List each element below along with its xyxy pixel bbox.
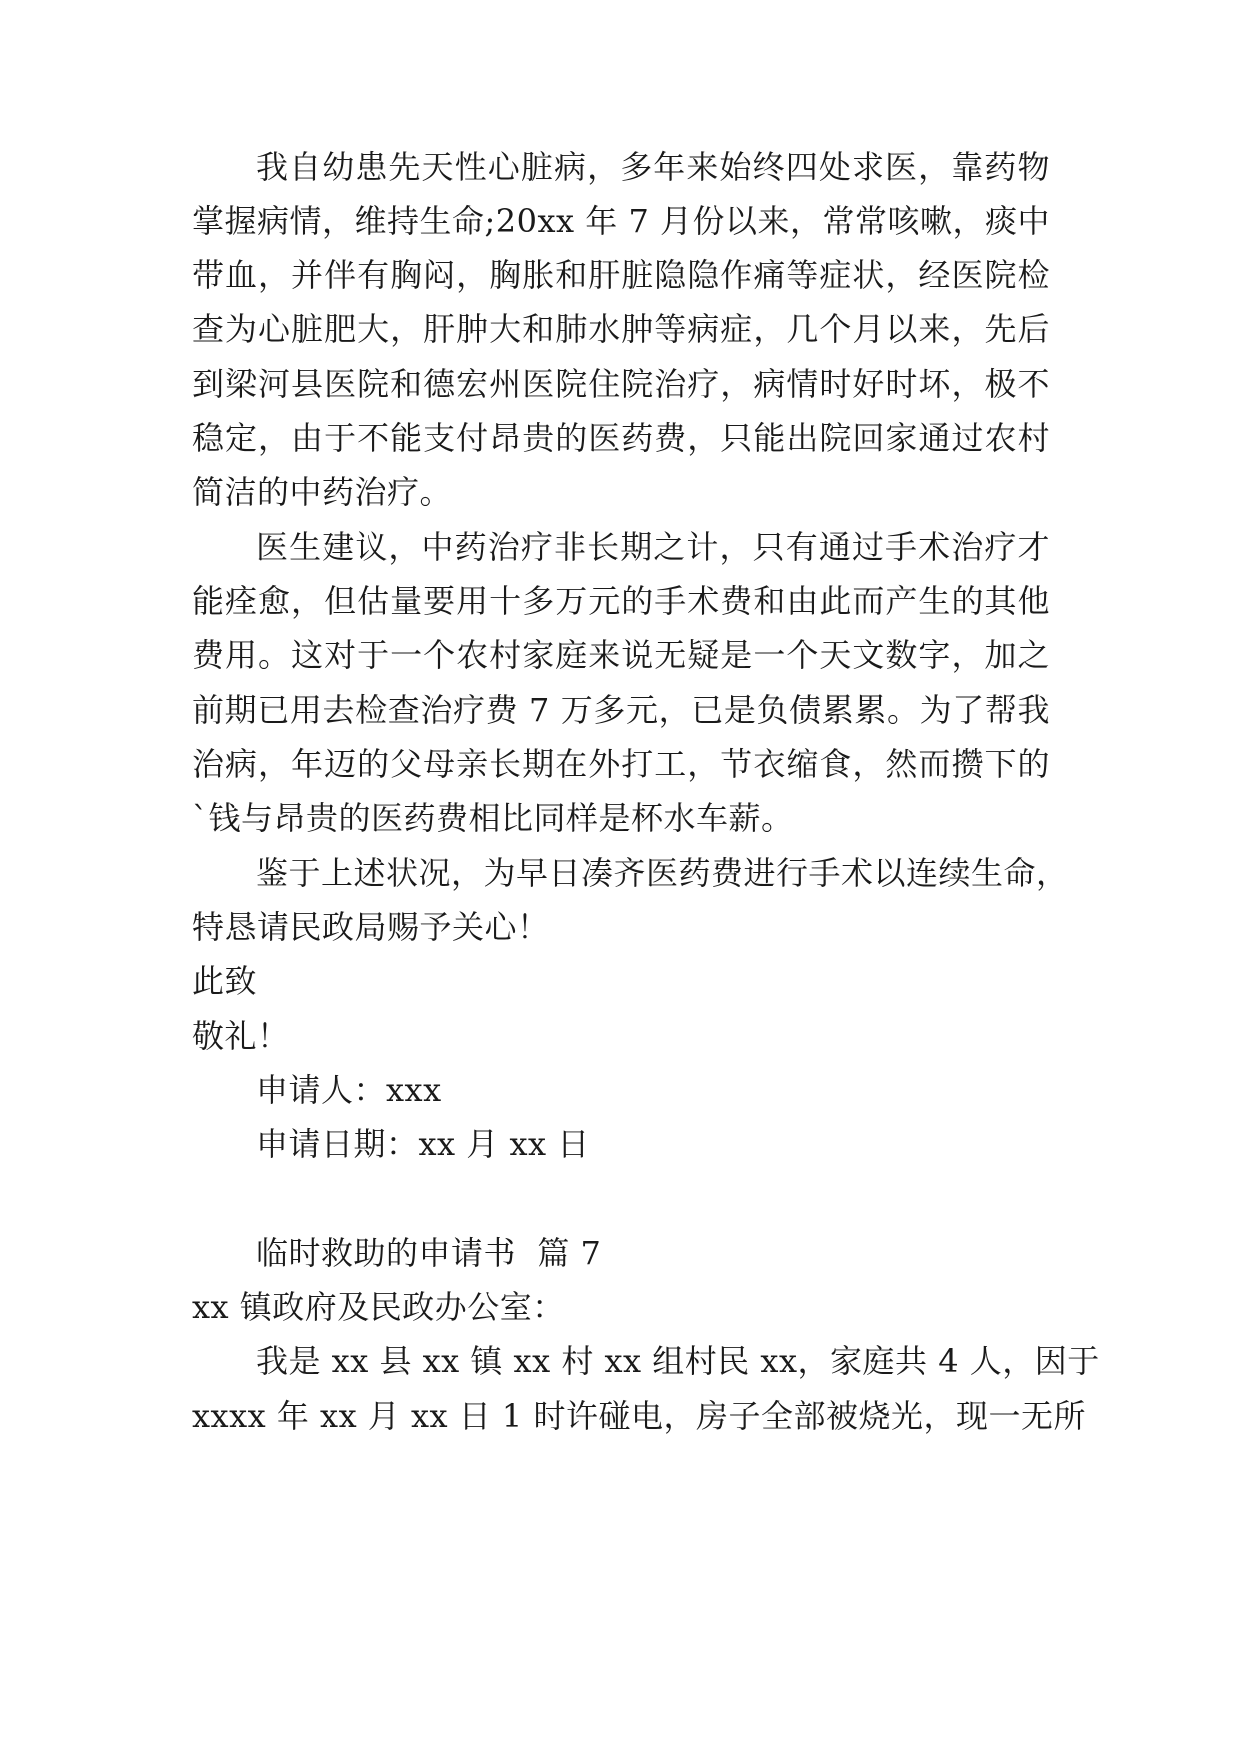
- paragraph2-line2: 能痊愈，但估量要用十多万元的手术费和由此而产生的其他: [192, 582, 1050, 620]
- paragraph2-line4: 前期已用去检查治疗费 7 万多元，已是负债累累。为了帮我: [192, 691, 1050, 729]
- section-title: 临时救助的申请书 篇 7: [256, 1234, 602, 1272]
- paragraph1-line7: 简洁的中药治疗。: [192, 473, 453, 511]
- applicant-line: 申请人：xxx: [256, 1071, 442, 1109]
- paragraph1-line6: 稳定，由于不能支付昂贵的医药费，只能出院回家通过农村: [192, 419, 1050, 457]
- paragraph3-line2: 特恳请民政局赐予关心！: [192, 908, 550, 946]
- paragraph1-line2: 掌握病情，维持生命;20xx 年 7 月份以来，常常咳嗽，痰中: [192, 202, 1050, 240]
- paragraph1-line5: 到梁河县医院和德宏州医院住院治疗，病情时好时坏，极不: [192, 365, 1050, 403]
- paragraph2-line6: `钱与昂贵的医药费相比同样是杯水车薪。: [192, 799, 794, 837]
- salutation: xx 镇政府及民政办公室：: [192, 1288, 565, 1326]
- paragraph4-line2: xxxx 年 xx 月 xx 日 1 时许碰电，房子全部被烧光，现一无所: [192, 1397, 1086, 1435]
- paragraph1-line3: 带血，并伴有胸闷，胸胀和肝脏隐隐作痛等症状，经医院检: [192, 256, 1050, 294]
- paragraph2-line5: 治病，年迈的父母亲长期在外打工，节衣缩食，然而攒下的: [192, 745, 1050, 783]
- paragraph1-line4: 查为心脏肥大，肝肿大和肺水肿等病症，几个月以来，先后: [192, 310, 1050, 348]
- paragraph3-line1: 鉴于上述状况，为早日凑齐医药费进行手术以连续生命，: [256, 854, 1069, 892]
- paragraph1-line1: 我自幼患先天性心脏病，多年来始终四处求医，靠药物: [256, 148, 1050, 186]
- date-line: 申请日期：xx 月 xx 日: [256, 1125, 590, 1163]
- paragraph4-line1: 我是 xx 县 xx 镇 xx 村 xx 组村民 xx，家庭共 4 人，因于: [256, 1342, 1100, 1380]
- paragraph2-line1: 医生建议，中药治疗非长期之计，只有通过手术治疗才: [256, 528, 1050, 566]
- closing-jingli: 敬礼！: [192, 1017, 290, 1055]
- closing-cizhi: 此致: [192, 962, 258, 1000]
- paragraph2-line3: 费用。这对于一个农村家庭来说无疑是一个天文数字，加之: [192, 636, 1050, 674]
